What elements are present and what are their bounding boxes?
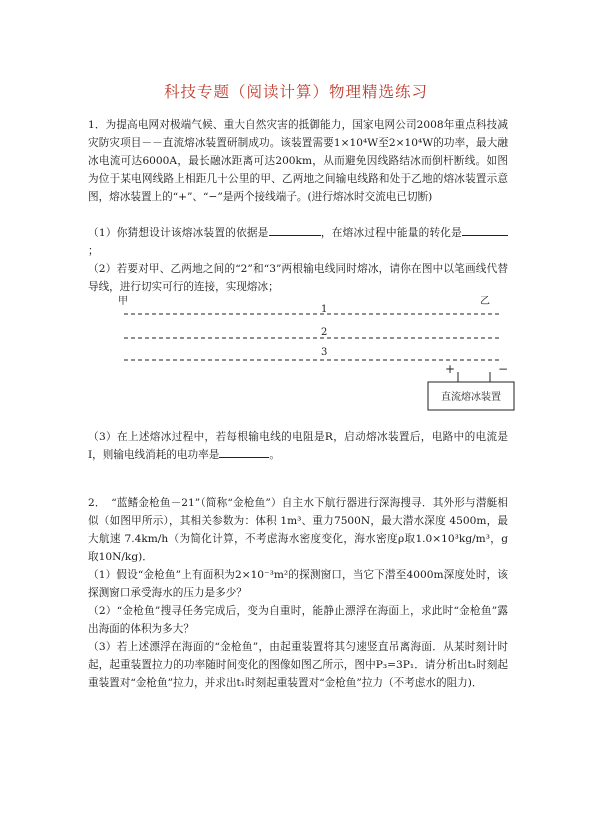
q1-sub1-text-c: ； [88,245,99,257]
wire-label-1: 1 [321,304,328,315]
answer-blank [219,446,269,458]
q2-sub3: （3）若上述漂浮在海面的“金枪鱼”，由起重装置将其匀速竖直吊离海面．从某时刻计时起，起重装置拉力的功率随时间变化的图像如图乙所示，图中P₃=3P₁．请分析出t₃时刻起重装置对“金枪鱼”拉力，并求出t₁时刻起重装置对“金枪鱼”拉力（不考虑水的阻力)． [88,641,508,689]
plus-sign: + [445,362,456,376]
q1-sub3-text-b: 。 [269,449,280,461]
q1-intro: 1．为提高电网对极端气候、重大自然灾害的抵御能力，国家电网公司2008年重点科技减灾防灾项目－－直流熔冰装置研制成功。该装置需要1×10⁴W至2×10⁴W的功率，最大融冰电流可达6000A，最长融冰距离可达200km，从而避免因线路结冰而倒杆断线。如图为位于某电网线路上相距几十公里的甲、乙两地之间输电线路和处于乙地的熔冰装置示意图，熔冰装置上的“+”、“−”是两个接线端子。(进行熔冰时交流电已切断) [88,119,508,203]
page-title: 科技专题（阅读计算）物理精选练习 [163,83,428,101]
q1-sub3 [88,428,508,464]
q2-sub2: （2）“金枪鱼”搜寻任务完成后，变为自重时，能静止漂浮在海面上，求此时“金枪鱼”露出海面的体积为多大？ [88,605,508,635]
label-jia: 甲 [118,296,128,307]
q2-intro: 2． “蓝鳍金枪鱼－21”（简称“金枪鱼”）自主水下航行器进行深海搜寻．其外形与潜艇相似（如图甲所示），其相关参数为：体积 1m³、重力7500N，最大潜水深度 4500m，最大航速 7.4km/h（为简化计算，不考虑海水密度变化，海水密度ρ取1.0×10³kg/m³，g取10N/kg)． [88,497,508,563]
answer-blank [462,224,508,236]
answer-blank [269,224,321,236]
q1-sub2: （2）若要对甲、乙两地之间的“2”和“3”两根输电线同时熔冰，请你在图中以笔画线代替导线，进行切实可行的连接，实现熔冰； [88,263,508,293]
q1-sub3-text-a: （3）在上述熔冰过程中，若每根输电线的电阻是R，启动熔冰装置后，电路中的电流是I，则输电线消耗的电功率是 [88,431,508,461]
device-label: 直流熔冰装置 [441,392,501,403]
label-yi: 乙 [480,296,490,307]
minus-sign: − [498,362,509,376]
transmission-line-diagram [118,292,516,414]
wire-label-3: 3 [321,347,328,358]
q1-sub1 [88,224,508,260]
q1-sub1-text-a: （1）你猜想设计该熔冰装置的依据是 [88,227,269,239]
q2-sub1: （1）假设“金枪鱼”上有面积为2×10⁻³m²的探测窗口，当它下潜至4000m深度处时，该探测窗口承受海水的压力是多少？ [88,569,508,599]
q1-sub1-text-b: ，在熔冰过程中能量的转化是 [320,227,463,239]
wire-label-2: 2 [321,327,328,338]
